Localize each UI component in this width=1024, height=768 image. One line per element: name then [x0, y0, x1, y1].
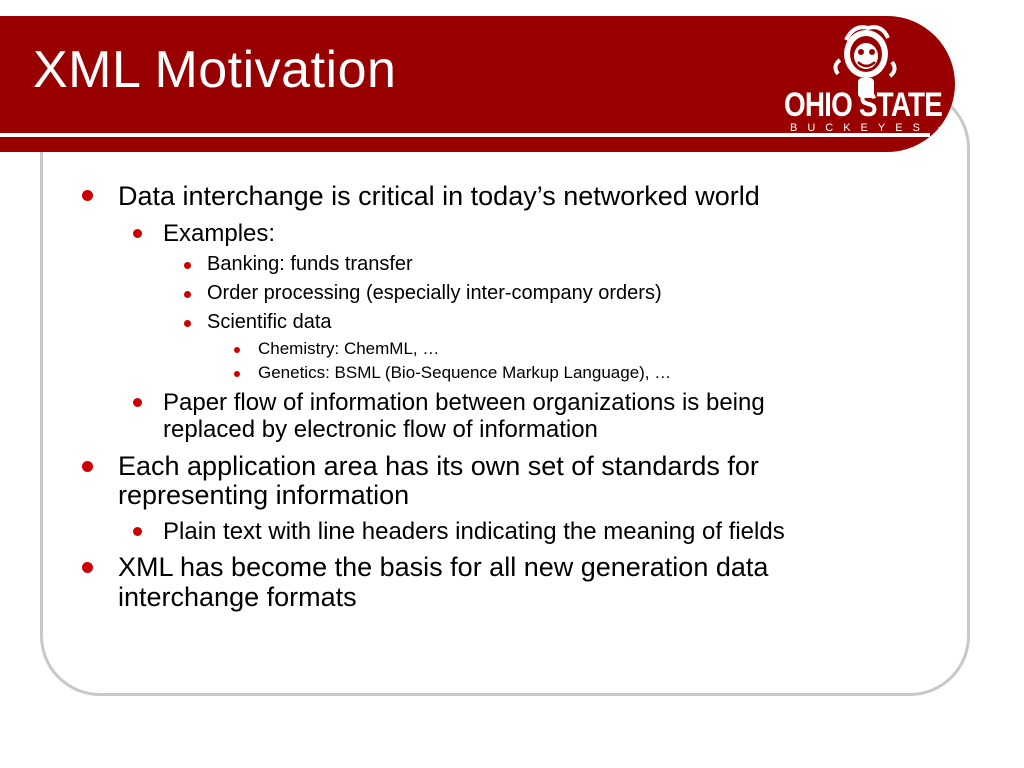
bullet-dot — [133, 398, 142, 407]
bullet-dot — [234, 371, 240, 377]
bullet-xml-basis-line1: XML has become the basis for all new generation data — [118, 552, 769, 582]
bullet-dot — [184, 291, 191, 298]
logo-wordmark: OHIO STATE — [784, 86, 943, 124]
bullet-paper-flow-line1: Paper flow of information between organizations is being — [163, 389, 765, 416]
bullet-scientific-data: Scientific data — [207, 311, 332, 333]
bullet-data-interchange: Data interchange is critical in today’s networked world — [118, 181, 760, 211]
logo-subtitle: BUCKEYES — [790, 122, 930, 134]
bullet-application-area-line2: representing information — [118, 480, 410, 510]
bullet-examples: Examples: — [163, 220, 276, 247]
bullet-order-processing: Order processing (especially inter-company orders) — [207, 282, 662, 304]
bullet-dot — [82, 461, 93, 472]
bullet-xml-basis-line2: interchange formats — [118, 582, 357, 612]
bullet-dot — [82, 562, 93, 573]
slide-title: XML Motivation — [33, 41, 397, 99]
bullet-banking: Banking: funds transfer — [207, 253, 413, 275]
bullet-paper-flow-line2: replaced by electronic flow of information — [163, 416, 598, 443]
bullet-dot — [184, 262, 191, 269]
bullet-dot — [82, 190, 93, 201]
bullet-dot — [234, 347, 240, 353]
logo-trademark: TM — [938, 126, 950, 135]
bullet-plain-text: Plain text with line headers indicating the meaning of fields — [163, 518, 785, 545]
bullet-dot — [184, 320, 191, 327]
bullet-chemistry: Chemistry: ChemML, … — [258, 339, 440, 358]
bullet-dot — [133, 229, 142, 238]
bullet-application-area-line1: Each application area has its own set of standards for — [118, 451, 759, 481]
bullet-genetics: Genetics: BSML (Bio-Sequence Markup Language), … — [258, 363, 672, 382]
bullet-dot — [133, 527, 142, 536]
